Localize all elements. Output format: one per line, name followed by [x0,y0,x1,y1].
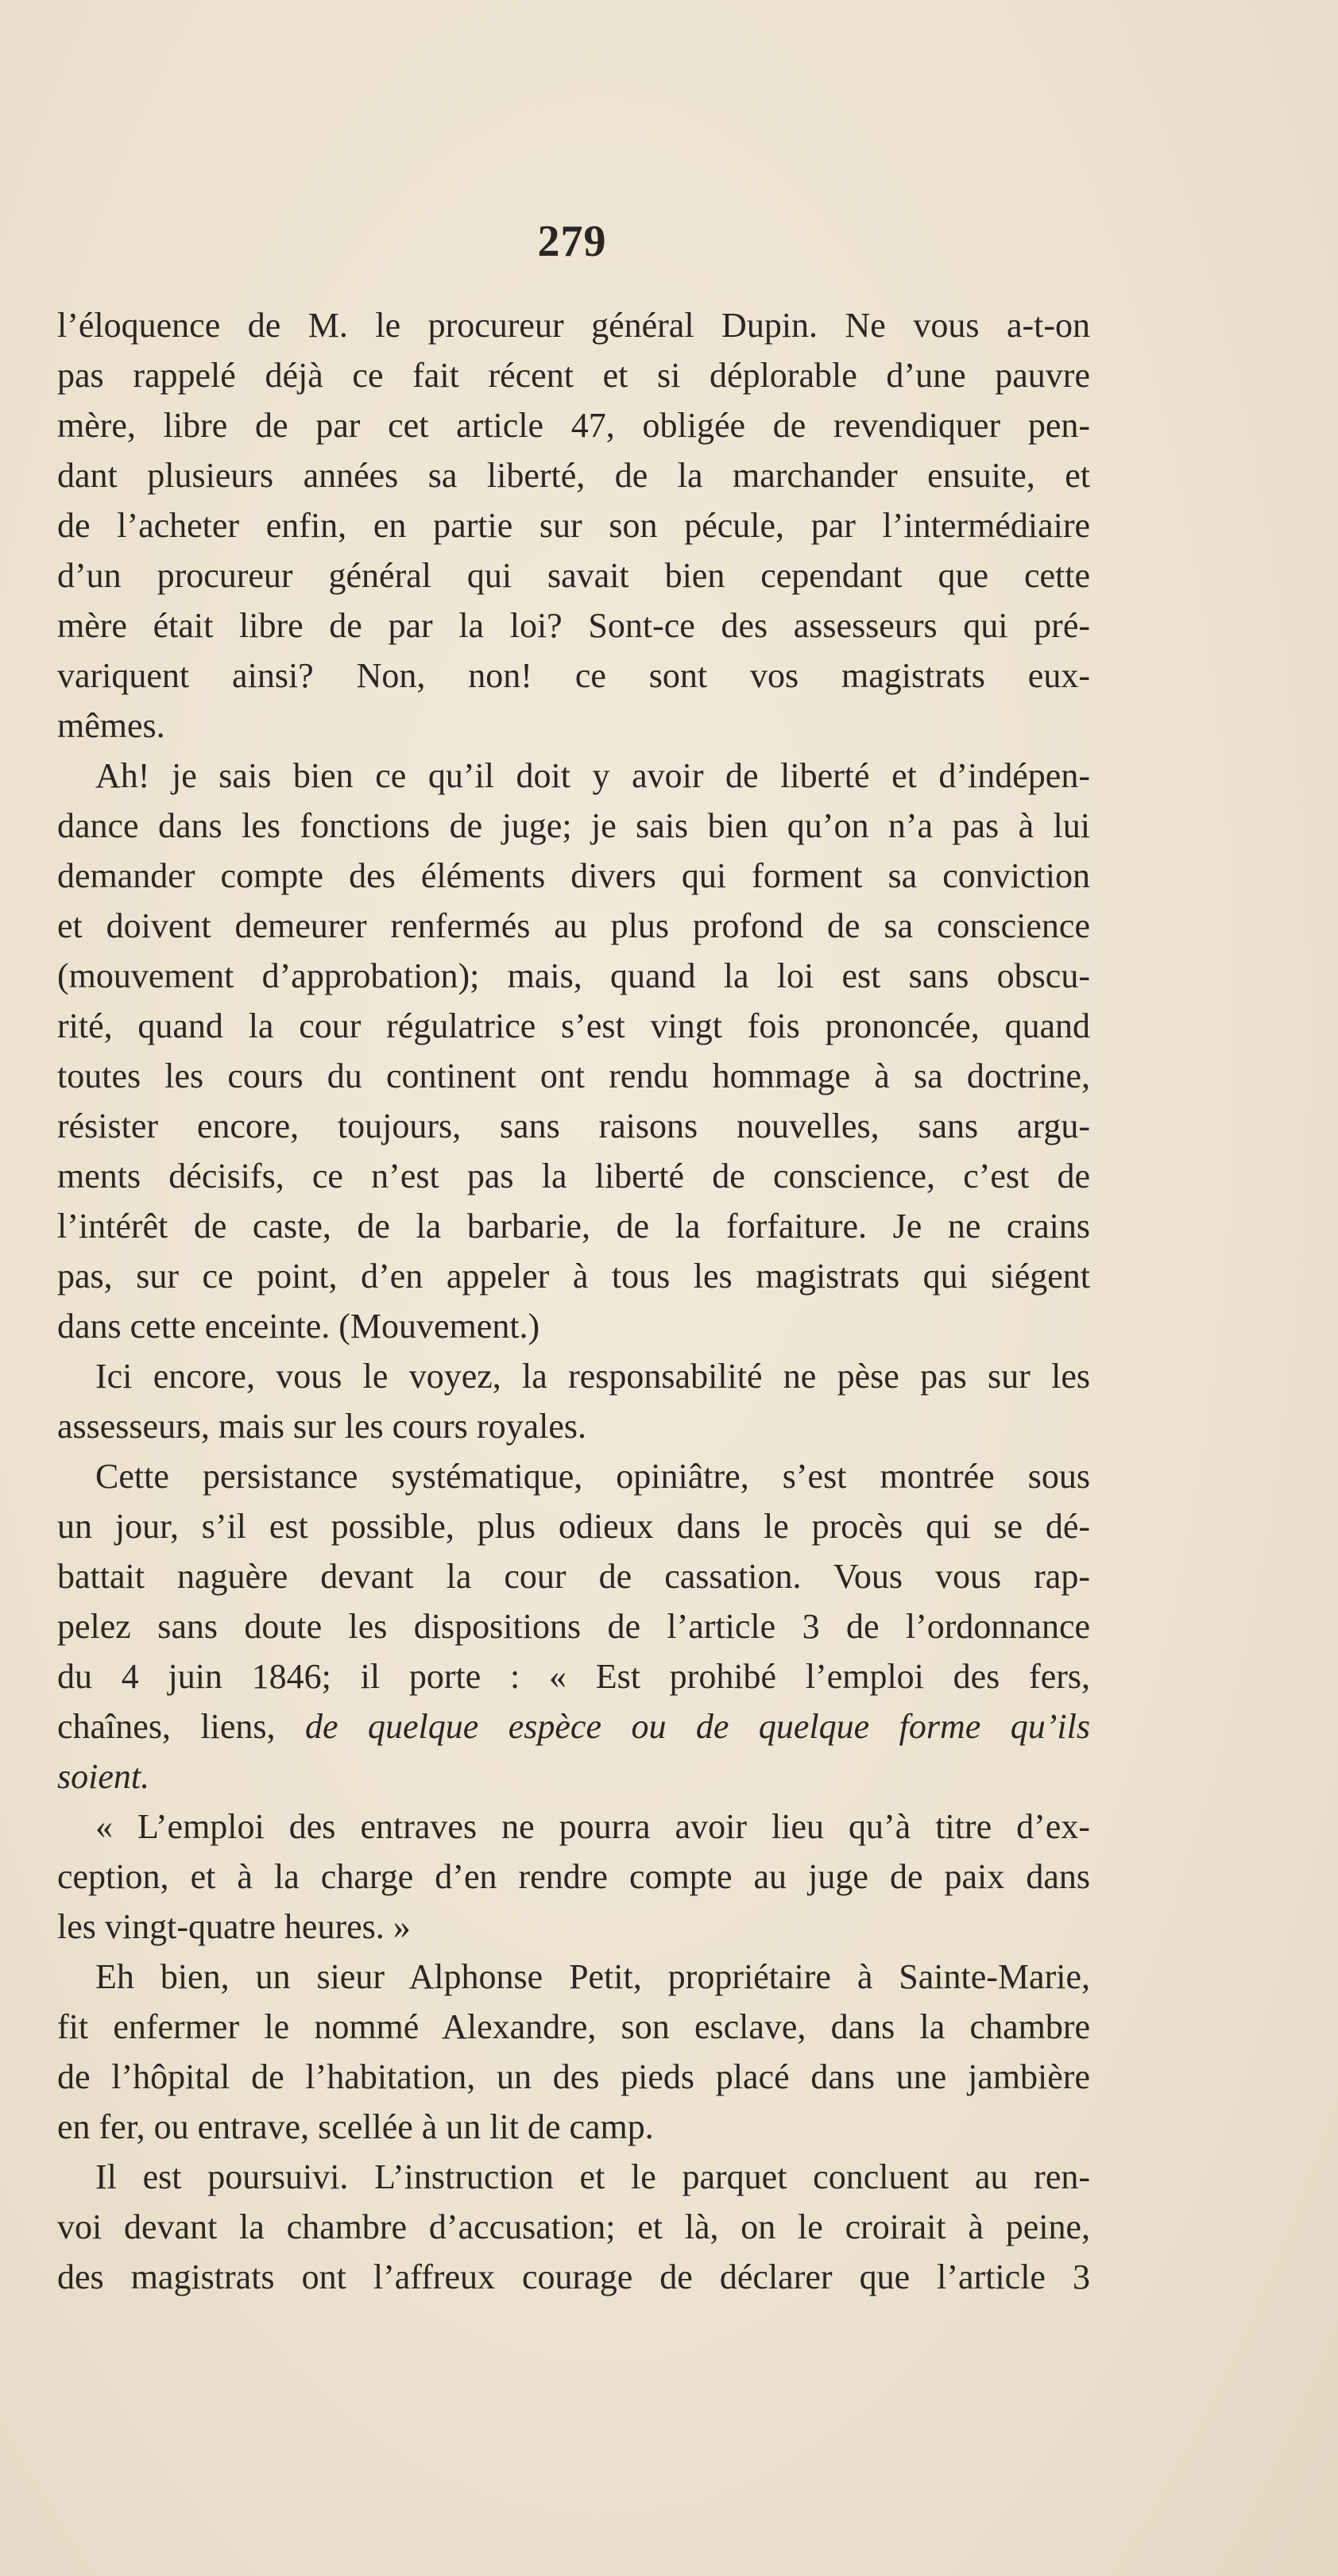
text-line: assesseurs, mais sur les cours royales. [57,1407,586,1446]
text-line: en fer, ou entrave, scellée à un lit de camp. [57,2107,654,2146]
text-line: rité, quand la cour régulatrice s’est vingt fois prononcée, quand [57,1006,1090,1045]
text-line: de l’hôpital de l’habitation, un des pieds placé dans une jambière [57,2057,1090,2096]
text-line: d’un procureur général qui savait bien cependant que cette [57,556,1090,595]
text-line: dance dans les fonctions de juge; je sais bien qu’on n’a pas à lui [57,806,1090,845]
text-line-mixed [57,1701,1090,1751]
page-number: 279 [537,217,607,266]
text-line: pelez sans doute les dispositions de l’article 3 de l’ordonnance [57,1607,1090,1646]
text-line: Ah! je sais bien ce qu’il doit y avoir de liberté et d’indépen- [95,756,1090,795]
text-line: variquent ainsi? Non, non! ce sont vos magistrats eux- [57,656,1090,695]
text-line: un jour, s’il est possible, plus odieux dans le procès qui se dé- [57,1507,1090,1546]
text-line: battait naguère devant la cour de cassation. Vous vous rap- [57,1557,1090,1596]
text-line: et doivent demeurer renfermés au plus profond de sa conscience [57,906,1090,945]
text-line: fit enfermer le nommé Alexandre, son esclave, dans la chambre [57,2007,1090,2046]
text-line: voi devant la chambre d’accusation; et là, on le croirait à peine, [57,2207,1090,2246]
text-line: des magistrats ont l’affreux courage de déclarer que l’article 3 [57,2257,1090,2296]
text-line: soient. [57,1757,150,1796]
text-line: ception, et à la charge d’en rendre compte au juge de paix dans [57,1857,1090,1896]
text-line: du 4 juin 1846; il porte : « Est prohibé l’emploi des fers, [57,1657,1090,1696]
text-line: « L’emploi des entraves ne pourra avoir lieu qu’à titre d’ex- [95,1807,1090,1846]
text-line: résister encore, toujours, sans raisons nouvelles, sans argu- [57,1106,1090,1145]
text-line: ments décisifs, ce n’est pas la liberté de conscience, c’est de [57,1157,1090,1195]
text-line: dant plusieurs années sa liberté, de la marchander ensuite, et [57,456,1090,495]
text-line: pas rappelé déjà ce fait récent et si déplorable d’une pauvre [57,356,1090,395]
text-line: l’intérêt de caste, de la barbarie, de la forfaiture. Je ne crains [57,1207,1090,1246]
text-line: dans cette enceinte. (Mouvement.) [57,1307,540,1346]
text-line: Il est poursuivi. L’instruction et le parquet concluent au ren- [95,2157,1090,2196]
text-line: toutes les cours du continent ont rendu hommage à sa doctrine, [57,1056,1090,1095]
text-line: l’éloquence de M. le procureur général Dupin. Ne vous a-t-on [57,306,1090,345]
text-line: demander compte des éléments divers qui forment sa conviction [57,856,1090,895]
text-line: pas, sur ce point, d’en appeler à tous les magistrats qui siégent [57,1257,1090,1296]
text-line: Cette persistance systématique, opiniâtre, s’est montrée sous [95,1457,1090,1496]
text-line: Ici encore, vous le voyez, la responsabilité ne pèse pas sur les [95,1357,1090,1396]
text-line: mère était libre de par la loi? Sont-ce des assesseurs qui pré- [57,606,1090,645]
body-text [57,300,1090,2302]
text-line-roman: chaînes, liens, [57,1707,305,1746]
text-line: Eh bien, un sieur Alphonse Petit, propriétaire à Sainte-Marie, [95,1957,1090,1996]
text-line: mère, libre de par cet article 47, obligée de revendiquer pen- [57,406,1090,445]
text-line: (mouvement d’approbation); mais, quand la loi est sans obscu- [57,956,1090,995]
text-line: mêmes. [57,706,165,745]
text-line-italic: de quelque espèce ou de quelque forme qu’ils [304,1707,1090,1746]
text-line: de l’acheter enfin, en partie sur son pécule, par l’intermédiaire [57,506,1090,545]
text-line: les vingt-quatre heures. » [57,1907,411,1946]
